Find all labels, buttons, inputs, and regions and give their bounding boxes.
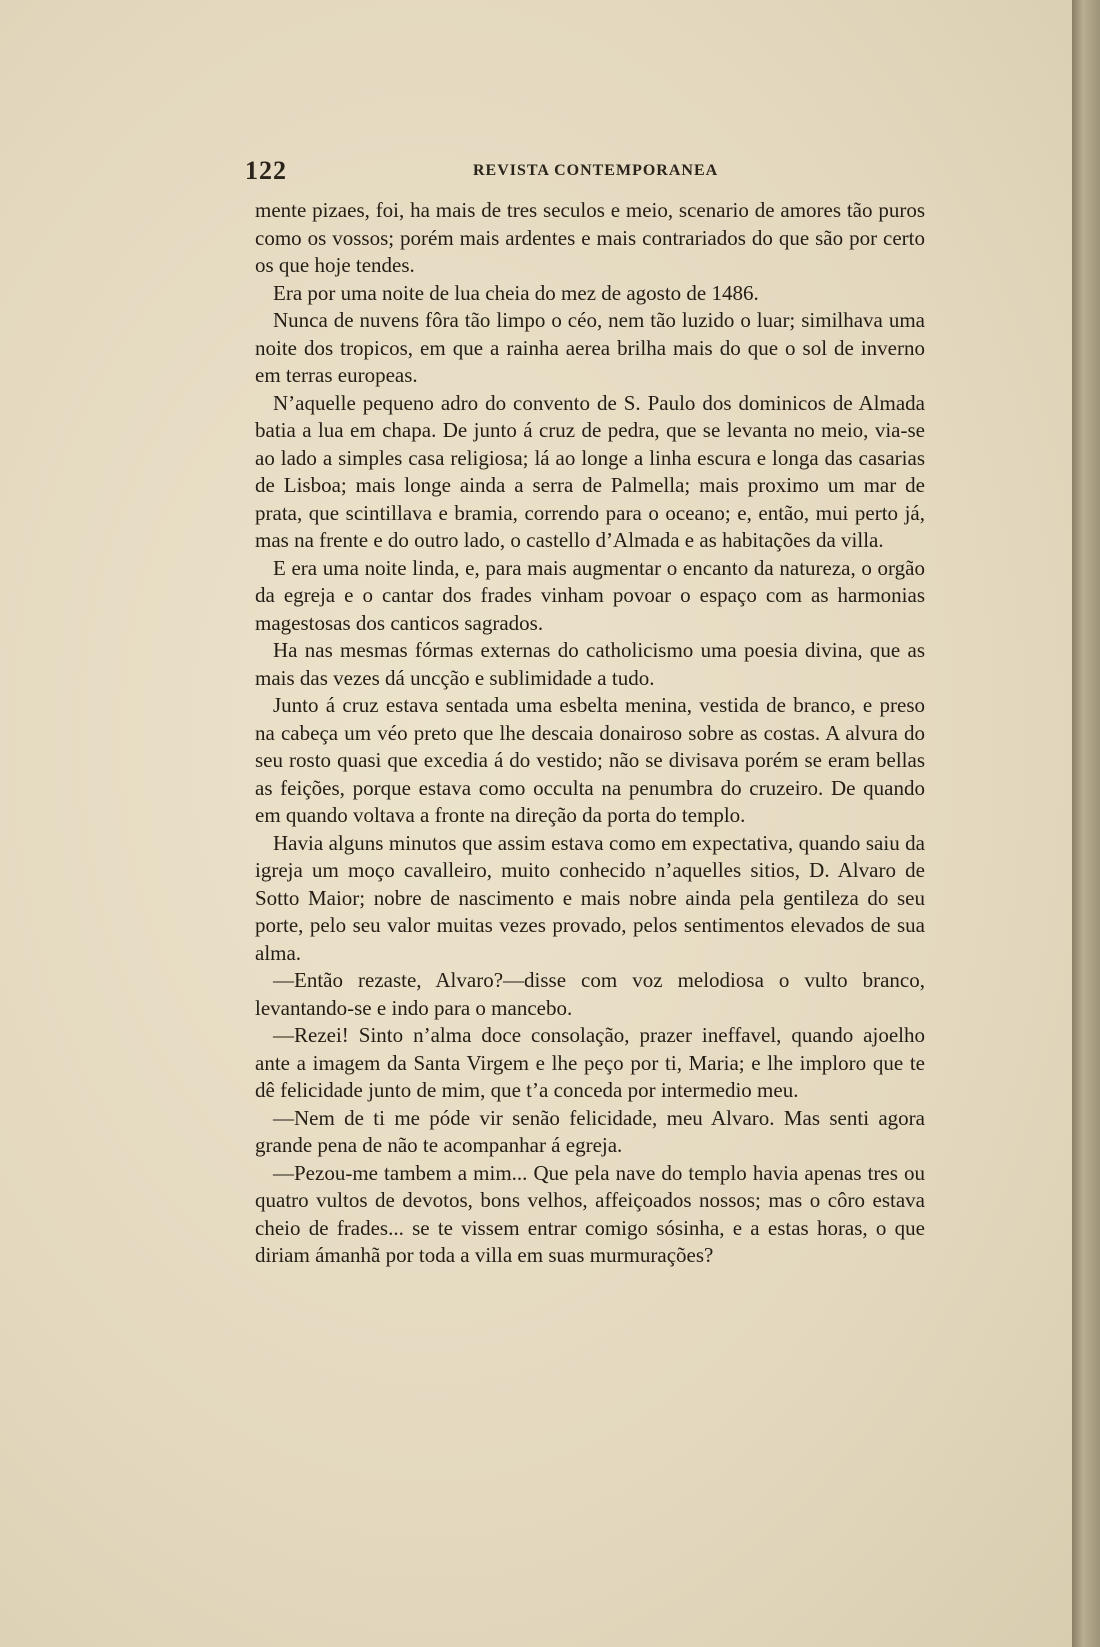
paragraph: Nunca de nuvens fôra tão limpo o céo, nem tão luzido o luar; similhava uma noite dos tropicos, em que a rainha aerea brilha mais do que o sol de inverno em terras europeas. <box>255 308 925 387</box>
paragraph: Ha nas mesmas fórmas externas do catholicismo uma poesia divina, que as mais das vezes dá uncção e sublimidade a tudo. <box>255 638 925 690</box>
paragraph: Havia alguns minutos que assim estava como em expectativa, quando saiu da igreja um moço cavalleiro, muito conhecido n’aquelles sitios, D. Alvaro de Sotto Maior; nobre de nascimento e mais nobre ainda pela gentileza do seu porte, pelo seu valor muitas vezes provado, pelos sentimentos elevados de sua alma. <box>255 830 925 965</box>
paragraph: Junto á cruz estava sentada uma esbelta menina, vestida de branco, e preso na cabeça um véo preto que lhe descaia donairoso sobre as costas. A alvura do seu rosto quasi que excedia á do vestido; não se divisava porém se eram bellas as feições, porque estava como occulta na penumbra do cruzeiro. De quando em quando voltava a fronte na direção da porta do templo. <box>255 693 925 827</box>
page-number: 122 <box>245 156 287 185</box>
paragraph: —Pezou-me tambem a mim... Que pela nave do templo havia apenas tres ou quatro vultos de devotos, bons velhos, affeiçoados nossos; mas o côro estava cheio de frades... se te vissem entrar comigo sósinha, e a estas horas, o que diriam ámanhã por toda a villa em suas murmurações? <box>255 1160 925 1267</box>
paragraph: N’aquelle pequeno adro do convento de S. Paulo dos dominicos de Almada batia a lua em chapa. De junto á cruz de pedra, que se levanta no meio, via-se ao lado a simples casa religiosa; lá ao longe a linha escura e longa das casarias de Lisboa; mais longe ainda a serra de Palmella; mais proximo um mar de prata, que scintillava e bramia, correndo para o oceano; e, então, mui perto já, mas na frente e do outro lado, o castello d’Almada e as habitações da villa. <box>255 390 925 552</box>
paragraph: —Rezei! Sinto n’alma doce consolação, prazer ineffavel, quando ajoelho ante a imagem da Santa Virgem e lhe peço por ti, Maria; e lhe imploro que te dê felicidade junto de mim, que t’a conceda por intermedio meu. <box>255 1023 925 1102</box>
paragraph: —Então rezaste, Alvaro?—disse com voz melodiosa o vulto branco, levantando-se e indo para o mancebo. <box>255 968 925 1020</box>
paragraph: E era uma noite linda, e, para mais augmentar o encanto da natureza, o orgão da egreja e o cantar dos frades vinham povoar o espaço com as harmonias magestosas dos canticos sagrados. <box>255 555 925 635</box>
body-text <box>255 197 925 1270</box>
page-header <box>245 156 935 186</box>
paragraph: Era por uma noite de lua cheia do mez de agosto de 1486. <box>273 280 759 305</box>
paragraph: mente pizaes, foi, ha mais de tres seculos e meio, scenario de amores tão puros como os vossos; porém mais ardentes e mais contrariados do que são por certo os que hoje tendes. <box>255 198 925 277</box>
paragraph: —Nem de ti me póde vir senão felicidade, meu Alvaro. Mas senti agora grande pena de não te acompanhar á egreja. <box>255 1105 925 1157</box>
page-edge <box>1072 0 1100 1647</box>
running-title: REVISTA CONTEMPORANEA <box>473 162 719 179</box>
